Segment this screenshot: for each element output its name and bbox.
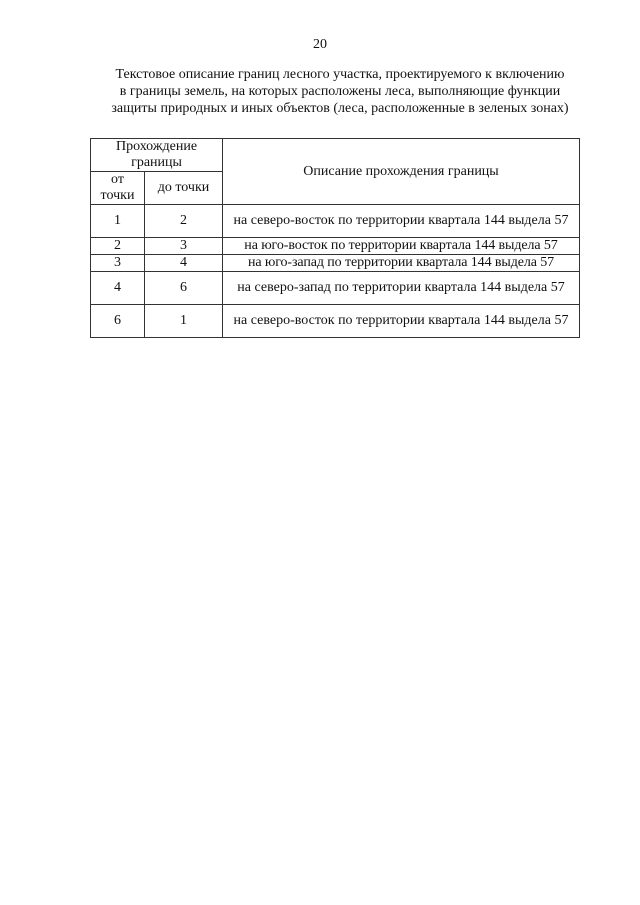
cell-from: 3 xyxy=(91,255,145,272)
header-description: Описание прохождения границы xyxy=(223,139,580,205)
cell-description: на северо-восток по территории квартала 144 выдела 57 xyxy=(223,305,580,338)
cell-to: 2 xyxy=(145,205,223,238)
cell-description: на юго-восток по территории квартала 144 выдела 57 xyxy=(223,238,580,255)
title-line: Текстовое описание границ лесного участка, проектируемого к включению xyxy=(115,67,565,82)
table-row xyxy=(91,305,580,338)
cell-description: на юго-запад по территории квартала 144 выдела 57 xyxy=(223,255,580,272)
title-line: в границы земель, на которых расположены леса, выполняющие функции xyxy=(119,84,561,99)
cell-to: 1 xyxy=(145,305,223,338)
table-row xyxy=(91,255,580,272)
cell-from: 1 xyxy=(91,205,145,238)
table-header-row xyxy=(91,139,580,172)
header-boundary-passage: Прохождение границы xyxy=(91,139,223,172)
cell-to: 3 xyxy=(145,238,223,255)
table-row xyxy=(91,238,580,255)
cell-description: на северо-запад по территории квартала 144 выдела 57 xyxy=(223,272,580,305)
page-number: 20 xyxy=(313,37,327,52)
title-line: защиты природных и иных объектов (леса, расположенные в зеленых зонах) xyxy=(111,101,569,116)
table-row xyxy=(91,272,580,305)
cell-from: 2 xyxy=(91,238,145,255)
cell-description: на северо-восток по территории квартала 144 выдела 57 xyxy=(223,205,580,238)
cell-to: 4 xyxy=(145,255,223,272)
document-title xyxy=(90,66,590,117)
cell-from: 4 xyxy=(91,272,145,305)
cell-to: 6 xyxy=(145,272,223,305)
boundary-description-table xyxy=(90,138,580,338)
cell-from: 6 xyxy=(91,305,145,338)
header-to-point: до точки xyxy=(145,172,223,205)
table-row xyxy=(91,205,580,238)
header-from-point: от точки xyxy=(91,172,145,205)
